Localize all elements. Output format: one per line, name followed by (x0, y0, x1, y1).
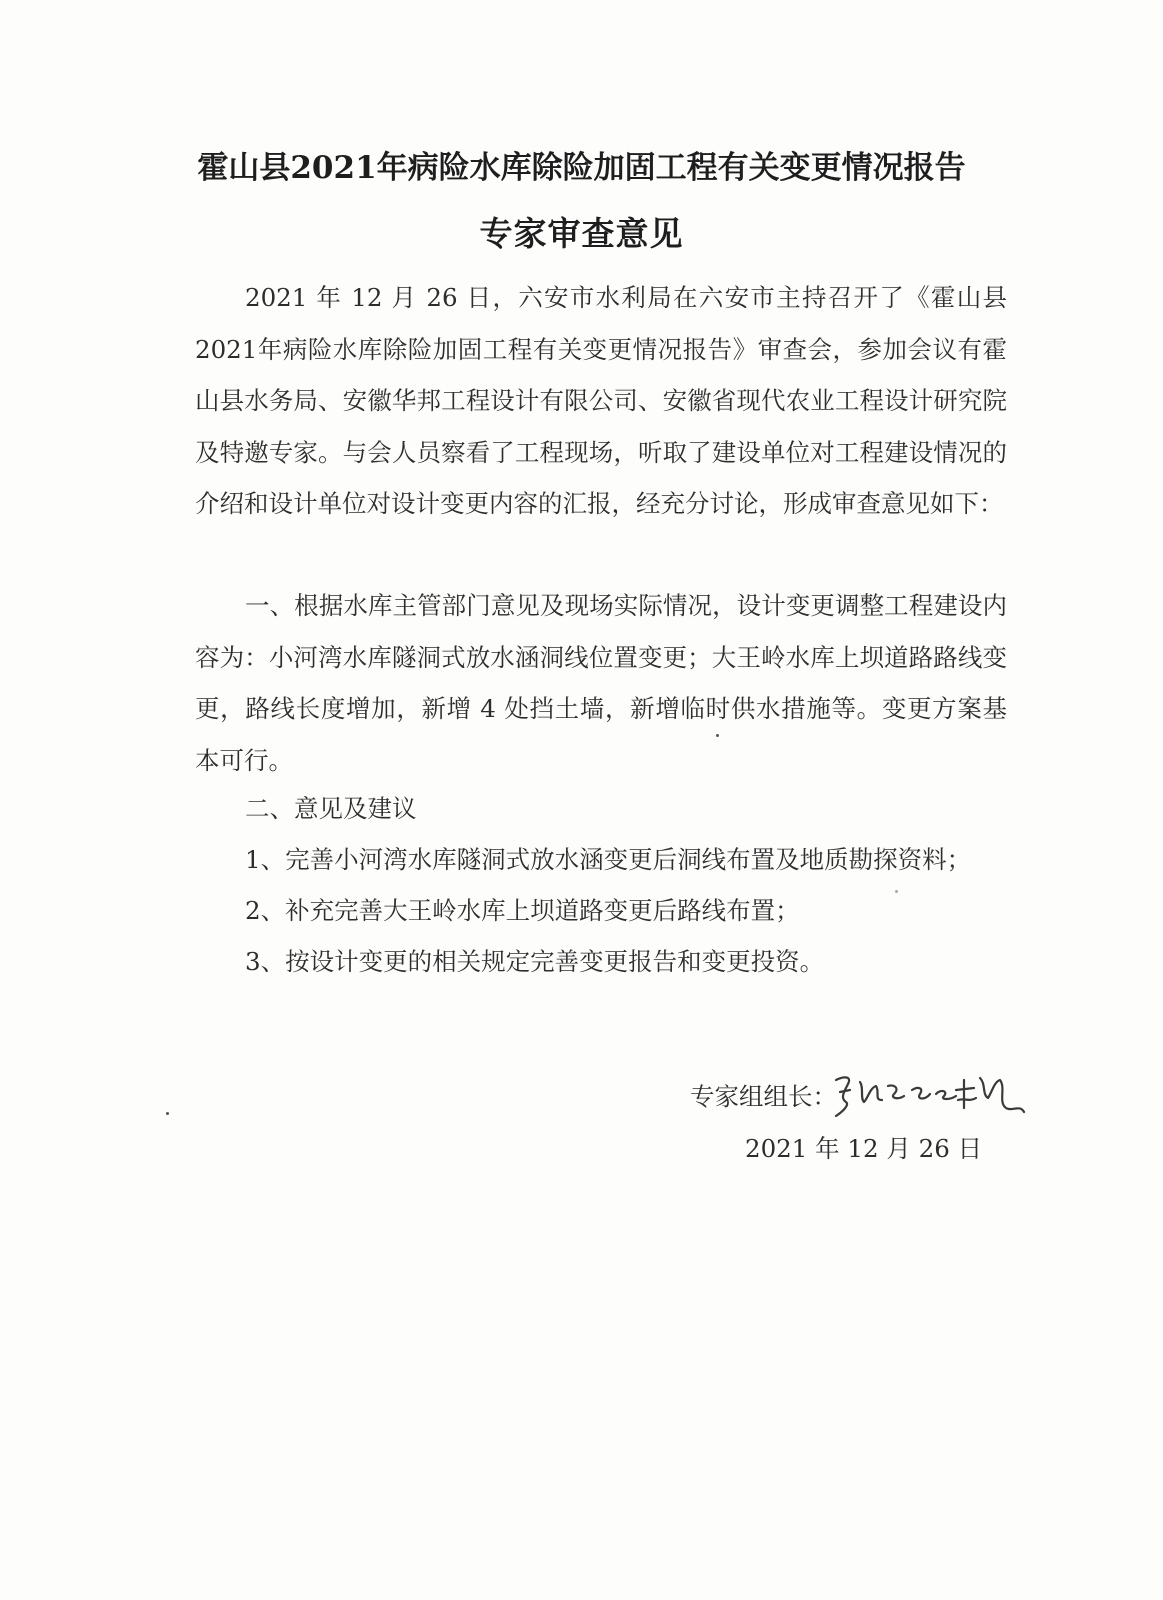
document-date: 2021 年 12 月 26 日 (745, 1134, 983, 1163)
document-subtitle: 专家审查意见 (479, 214, 684, 253)
scan-speck (716, 734, 719, 737)
intro-paragraph: 2021 年 12 月 26 日，六安市水利局在六安市主持召开了《霍山县2021年病险水库除险加固工程有关变更情况报告》审查会，参加会议有霍山县水务局、安徽华邦工程设计有限公司、安徽省现代农业工程设计研究院及特邀专家。与会人员察看了工程现场，听取了建设单位对工程建设情况的介绍和设计单位对设计变更内容的汇报，经充分讨论，形成审查意见如下： (195, 283, 1007, 518)
scan-speck (166, 1112, 169, 1115)
scan-speck (895, 890, 898, 893)
signature-label: 专家组组长： (690, 1082, 837, 1111)
section1-paragraph: 一、根据水库主管部门意见及现场实际情况，设计变更调整工程建设内容为：小河湾水库隧洞式放水涵洞线位置变更；大王岭水库上坝道路路线变更，路线长度增加，新增 4 处挡土墙，新增临时供水措施等。变更方案基本可行。 (195, 591, 1007, 775)
suggestion-item: 2、补充完善大王岭水库上坝道路变更后路线布置； (245, 896, 800, 925)
suggestion-item: 3、按设计变更的相关规定完善变更报告和变更投资。 (245, 947, 825, 976)
document-title: 霍山县2021年病险水库除险加固工程有关变更情况报告 (197, 150, 966, 186)
suggestion-item: 1、完善小河湾水库隧洞式放水涵变更后洞线布置及地质勘探资料； (245, 845, 972, 874)
section2-heading: 二、意见及建议 (245, 794, 417, 823)
handwritten-signature (830, 1058, 1030, 1128)
